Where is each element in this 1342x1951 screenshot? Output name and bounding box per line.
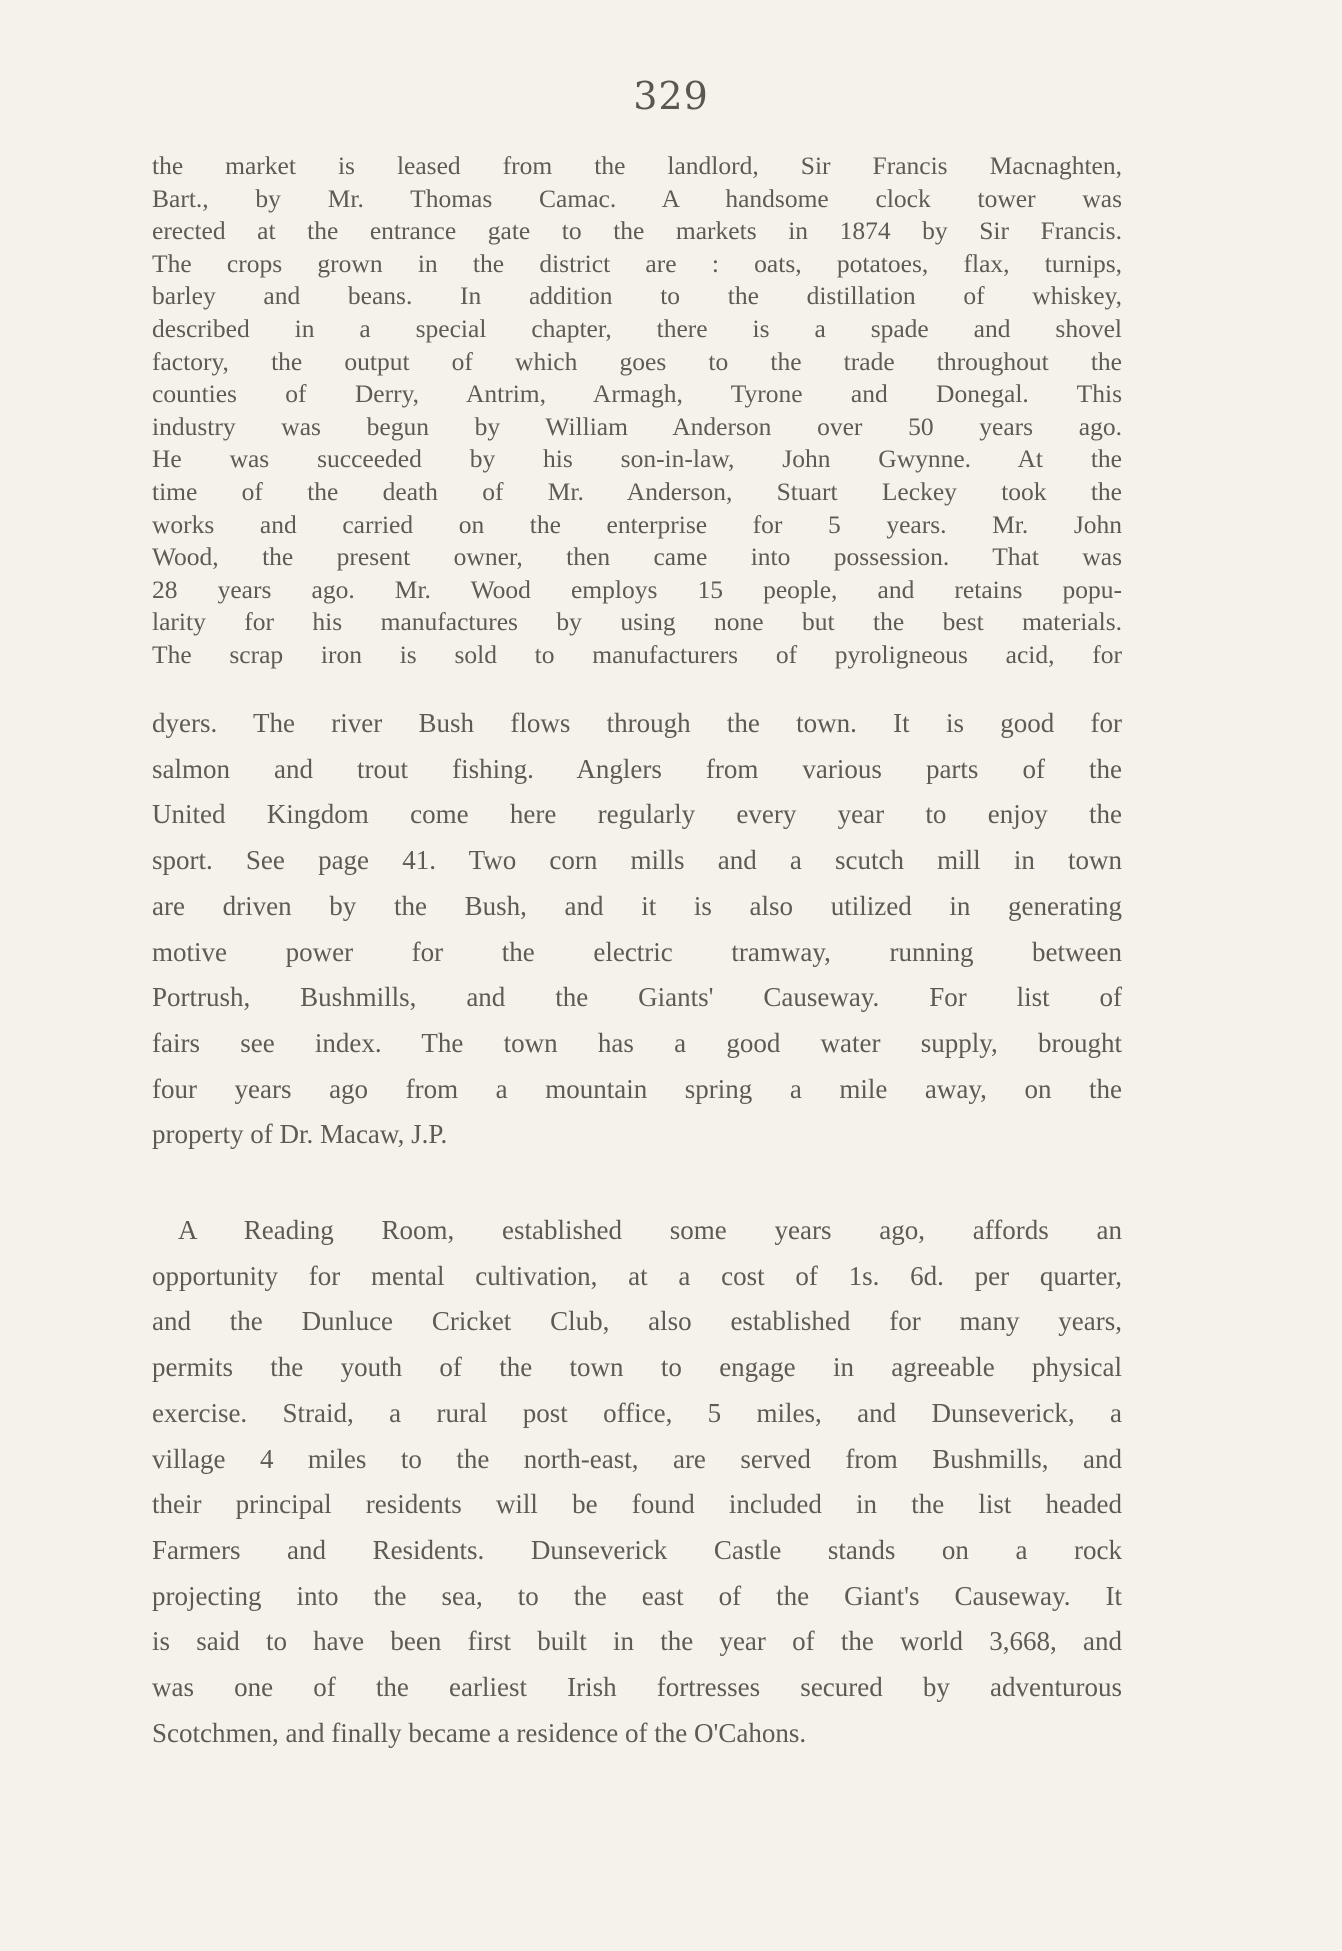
text-line: projecting into the sea, to the east of the Giant's Causeway. It <box>152 1580 1122 1611</box>
text-line: The scrap iron is sold to manufacturers of pyroligneous acid, for <box>152 639 1122 669</box>
text-line: Wood, the present owner, then came into possession. That was <box>152 542 1122 572</box>
text-line: four years ago from a mountain spring a mile away, on the <box>152 1073 1122 1104</box>
text-line: was one of the earliest Irish fortresses secured by adventurous <box>152 1672 1122 1703</box>
text-line: counties of Derry, Antrim, Armagh, Tyrone and Donegal. This <box>152 379 1122 409</box>
text-line: erected at the entrance gate to the markets in 1874 by Sir Francis. <box>152 216 1122 246</box>
text-line: the market is leased from the landlord, Sir Francis Macnaghten, <box>152 151 1122 180</box>
text-line: dyers. The river Bush flows through the town. It is good for <box>152 708 1122 738</box>
text-line: industry was begun by William Anderson over 50 years ago. <box>152 411 1122 441</box>
text-line: opportunity for mental cultivation, at a cost of 1s. 6d. per quarter, <box>152 1260 1122 1291</box>
text-line: A Reading Room, established some years ago, affords an <box>178 1215 1122 1245</box>
text-line: salmon and trout fishing. Anglers from various parts of the <box>152 753 1122 784</box>
page-number: 329 <box>633 74 709 118</box>
text-line: exercise. Straid, a rural post office, 5 miles, and Dunseverick, a <box>152 1397 1122 1428</box>
paragraph-3 <box>152 1208 1122 1756</box>
text-line: Bart., by Mr. Thomas Camac. A handsome clock tower was <box>152 183 1122 213</box>
text-line: are driven by the Bush, and it is also utilized in generating <box>152 890 1122 921</box>
text-line: time of the death of Mr. Anderson, Stuart Leckey took the <box>152 476 1122 506</box>
text-line: 28 years ago. Mr. Wood employs 15 people, and retains popu- <box>152 574 1122 604</box>
text-line: works and carried on the enterprise for 5 years. Mr. John <box>152 509 1122 539</box>
paragraph-2 <box>152 701 1122 1158</box>
text-line: fairs see index. The town has a good water supply, brought <box>152 1027 1122 1058</box>
text-line: motive power for the electric tramway, running between <box>152 936 1122 967</box>
text-line: and the Dunluce Cricket Club, also established for many years, <box>152 1306 1122 1337</box>
text-line: village 4 miles to the north-east, are served from Bushmills, and <box>152 1443 1122 1474</box>
text-line: United Kingdom come here regularly every year to enjoy the <box>152 799 1122 830</box>
text-line: He was succeeded by his son-in-law, John Gwynne. At the <box>152 444 1122 474</box>
text-line: larity for his manufactures by using none but the best materials. <box>152 607 1122 637</box>
text-line: is said to have been first built in the year of the world 3,668, and <box>152 1626 1122 1657</box>
text-line: property of Dr. Macaw, J.P. <box>152 1119 448 1150</box>
text-line: factory, the output of which goes to the trade throughout the <box>152 346 1122 376</box>
text-line: sport. See page 41. Two corn mills and a scutch mill in town <box>152 845 1122 876</box>
text-line: Farmers and Residents. Dunseverick Castle stands on a rock <box>152 1534 1122 1565</box>
text-line: The crops grown in the district are : oats, potatoes, flax, turnips, <box>152 248 1122 278</box>
text-line: barley and beans. In addition to the distillation of whiskey, <box>152 281 1122 311</box>
paragraph-1 <box>152 150 1122 672</box>
text-line: permits the youth of the town to engage in agreeable physical <box>152 1352 1122 1383</box>
text-line: Portrush, Bushmills, and the Giants' Causeway. For list of <box>152 982 1122 1013</box>
text-line: their principal residents will be found included in the list headed <box>152 1489 1122 1520</box>
text-line: Scotchmen, and finally became a residence of the O'Cahons. <box>152 1717 807 1748</box>
text-line: described in a special chapter, there is a spade and shovel <box>152 313 1122 343</box>
